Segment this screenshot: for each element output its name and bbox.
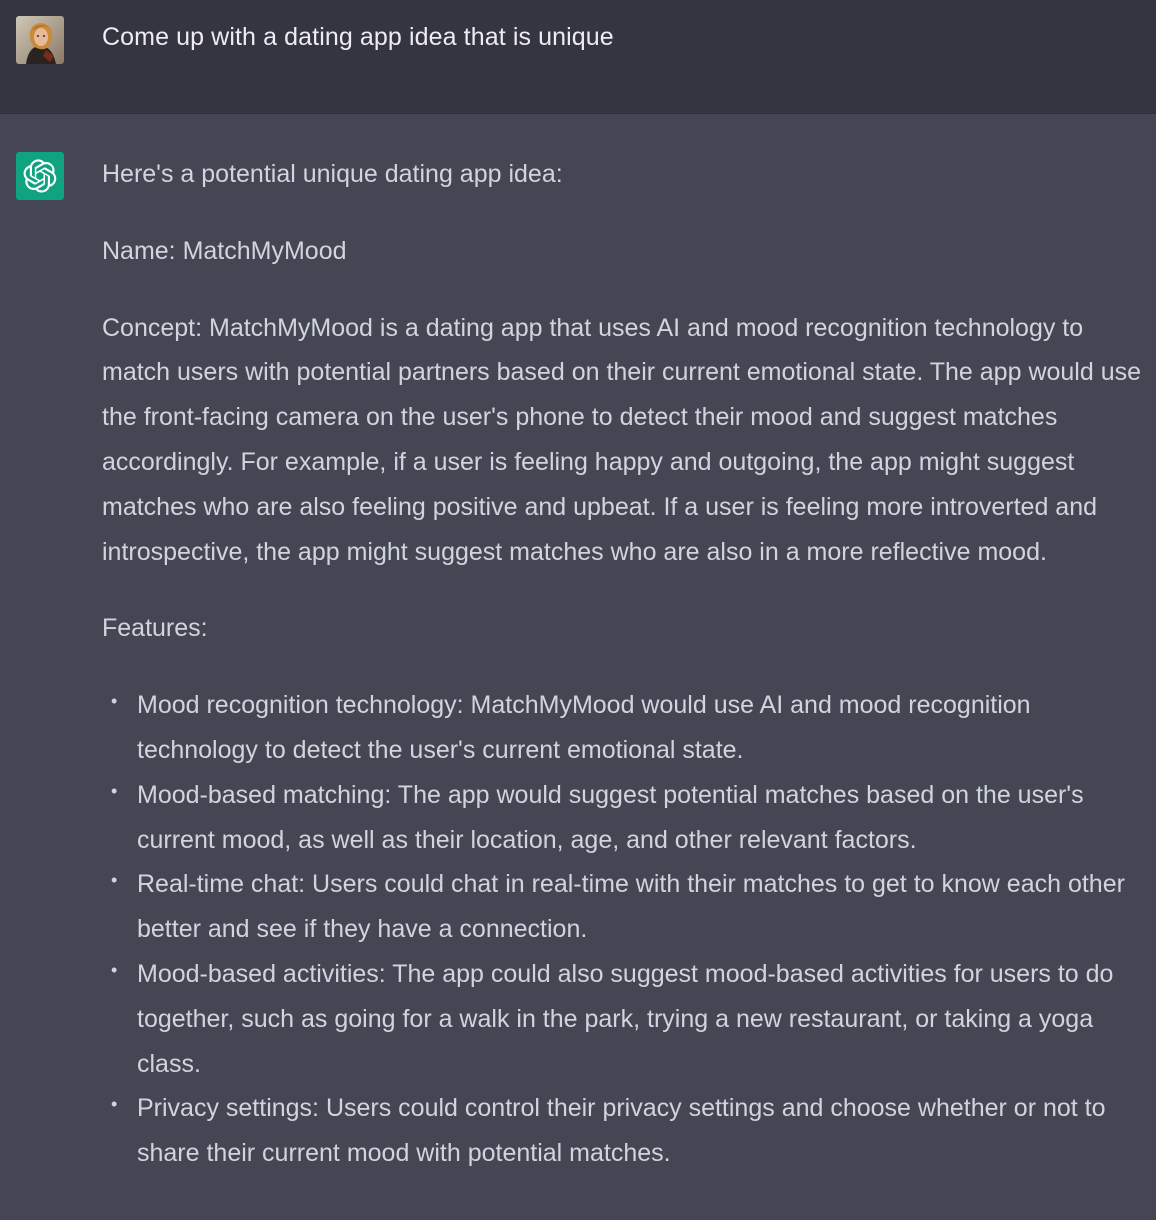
user-avatar-image xyxy=(16,16,64,64)
assistant-avatar xyxy=(16,152,64,200)
list-item: • Privacy settings: Users could control their privacy settings and choose whether or not to share their current mood with potential matches. xyxy=(137,1086,1152,1176)
concept-paragraph: Concept: MatchMyMood is a dating app that uses AI and mood recognition technology to match users with potential partners based on their current emotional state. The app would use the front-facing camera on the user's phone to detect their mood and suggest matches accordingly. For example, if a user is feeling happy and outgoing, the app might suggest matches who are also feeling positive and upbeat. If a user is feeling more introverted and introspective, the app might suggest matches who are also in a more reflective mood. xyxy=(102,313,1142,566)
openai-logo-icon xyxy=(23,159,57,193)
list-item: • Mood-based matching: The app would suggest potential matches based on the user's current mood, as well as their location, age, and other relevant factors. xyxy=(137,773,1152,863)
list-item: • Mood-based activities: The app could also suggest mood-based activities for users to do together, such as going for a walk in the park, trying a new restaurant, or taking a yoga class. xyxy=(137,952,1152,1086)
app-name-paragraph: Name: MatchMyMood xyxy=(102,236,347,265)
user-avatar xyxy=(16,16,64,64)
list-item: • Mood recognition technology: MatchMyMood would use AI and mood recognition technology to detect the user's current emotional state. xyxy=(137,683,1152,773)
assistant-message-content xyxy=(102,152,1152,1176)
intro-paragraph: Here's a potential unique dating app idea: xyxy=(102,160,563,188)
features-list xyxy=(102,683,1152,1176)
user-message-text: Come up with a dating app idea that is unique xyxy=(102,23,614,51)
features-heading: Features: xyxy=(102,614,208,643)
user-message-row xyxy=(0,0,1156,114)
list-item: • Real-time chat: Users could chat in real-time with their matches to get to know each other better and see if they have a connection. xyxy=(137,862,1152,952)
assistant-message-row xyxy=(0,114,1156,1220)
